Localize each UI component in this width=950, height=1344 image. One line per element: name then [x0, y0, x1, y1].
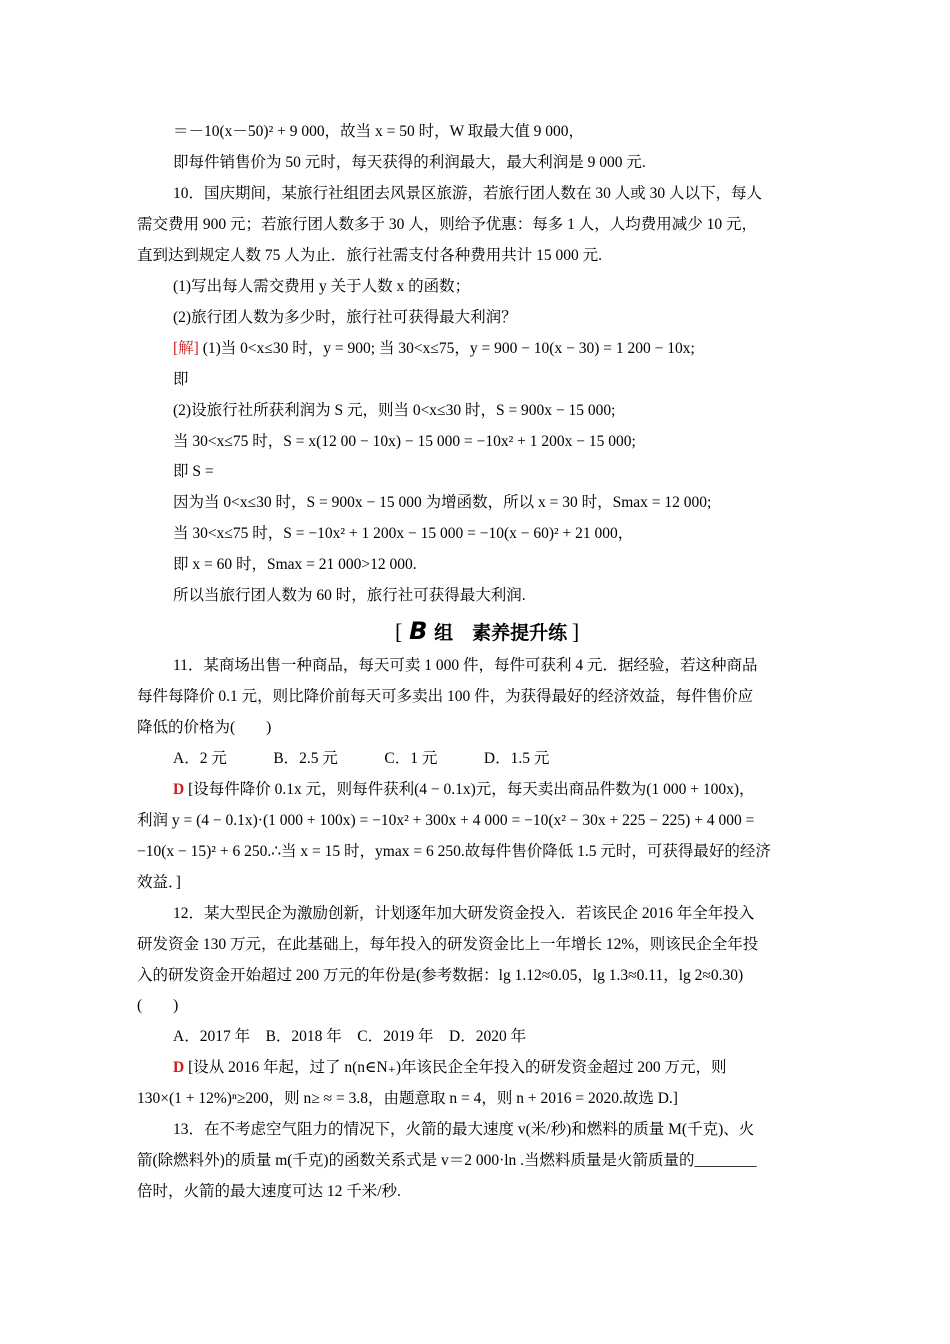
question-2: (2)旅行团人数为多少时，旅行社可获得最大利润？ [173, 309, 517, 326]
answer-line-12 [173, 1057, 817, 1079]
solution-line [173, 338, 817, 360]
text-line: 即 S = [173, 463, 214, 480]
text-line: 每件每降价 0.1 元，则比降价前每天可多卖出 100 件，为获得最好的经济效益，每件售价应 [137, 688, 754, 705]
text-line: 入的研发资金开始超过 200 万元的年份是(参考数据：lg 1.12≈0.05，lg 1.3≈0.11，lg 2≈0.30) [137, 967, 744, 984]
problem-12-text: 12．某大型民企为激励创新，计划逐年加大研发资金投入．若该民企 2016 年全年投入 [173, 905, 755, 922]
text-line: 即每件销售价为 50 元时，每天获得的利润最大，最大利润是 9 000 元. [173, 154, 646, 171]
text-line: ＝－10(x－50)² + 9 000，故当 x = 50 时，W 取最大值 9 000， [173, 123, 585, 140]
explanation-12: [设从 2016 年起，过了 n(n∈N₊)年该民企全年投入的研发资金超过 200 万元，则 [188, 1059, 727, 1076]
choices-11: A．2 元 B．2.5 元 C．1 元 D．1.5 元 [173, 750, 550, 767]
answer-12: D [173, 1059, 185, 1076]
text-line: 效益．] [137, 874, 181, 891]
text-line: 直到达到规定人数 75 人为止．旅行社需支付各种费用共计 15 000 元. [137, 247, 603, 264]
text-line: (2)设旅行社所获利润为 S 元，则当 0<x≤30 时，S = 900x − 15 000; [173, 402, 616, 419]
text-line: 箭(除燃料外)的质量 m(千克)的函数关系式是 v＝2 000·ln .当燃料质量是火箭质量的________ [137, 1152, 757, 1169]
question-1: (1)写出每人需交费用 y 关于人数 x 的函数； [173, 278, 471, 295]
text-line: 当 30<x≤75 时，S = x(12 00 − 10x) − 15 000 = −10x² + 1 200x − 15 000; [173, 433, 636, 450]
text-line: 当 30<x≤75 时，S = −10x² + 1 200x − 15 000 = −10(x − 60)² + 21 000， [173, 525, 634, 542]
text-line: 研发资金 130 万元，在此基础上，每年投入的研发资金比上一年增长 12%，则该民企全年投 [137, 936, 759, 953]
text-line: ( ) [137, 997, 179, 1014]
text-line: 所以当旅行团人数为 60 时，旅行社可获得最大利润. [173, 587, 526, 604]
text-line: 因为当 0<x≤30 时，S = 900x − 15 000 为增函数，所以 x = 30 时，Smax = 12 000; [173, 494, 712, 511]
answer-line-11 [173, 779, 817, 801]
banner-title: 组 素养提升练 [434, 623, 568, 644]
text-line: 倍时，火箭的最大速度可达 12 千米/秒. [137, 1183, 401, 1200]
section-banner [395, 616, 595, 646]
explanation-11: [设每件降价 0.1x 元，则每件获利(4 − 0.1x)元，每天卖出商品件数为(1 000 + 100x)， [188, 781, 755, 798]
problem-13-text: 13．在不考虑空气阻力的情况下，火箭的最大速度 v(米/秒)和燃料的质量 M(千克)、火 [173, 1121, 755, 1138]
text-line: 降低的价格为( ) [137, 719, 272, 736]
text-line: −10(x − 15)² + 6 250.∴当 x = 15 时，ymax = 6 250.故每件售价降低 1.5 元时，可获得最好的经济 [137, 843, 771, 860]
problem-10-text: 10．国庆期间，某旅行社组团去风景区旅游，若旅行团人数在 30 人或 30 人以下，每人 [173, 185, 763, 202]
text-line: 130×(1 + 12%)ⁿ≥200，则 n≥ ≈ = 3.8，由题意取 n = 4，则 n + 2016 = 2020.故选 D.] [137, 1090, 678, 1107]
text-line: 利润 y = (4 − 0.1x)·(1 000 + 100x) = −10x² + 300x + 4 000 = −10(x² − 30x + 225 − 225) + 4 000 = [137, 812, 755, 829]
text-line: 需交费用 900 元；若旅行团人数多于 30 人，则给予优惠：每多 1 人，人均费用减少 10 元， [137, 216, 758, 233]
banner-bracket-right: ] [571, 619, 580, 644]
answer-11: D [173, 781, 185, 798]
text-line: 即 x = 60 时，Smax = 21 000>12 000. [173, 556, 417, 573]
banner-group-letter: B [409, 617, 428, 645]
text-line: 即 [173, 371, 189, 388]
solution-label: [解] [173, 340, 199, 357]
solution-text: (1)当 0<x≤30 时，y = 900; 当 30<x≤75，y = 900 − 10(x − 30) = 1 200 − 10x; [202, 340, 695, 357]
banner-bracket-left: [ [395, 619, 403, 644]
choices-12: A．2017 年 B．2018 年 C．2019 年 D．2020 年 [173, 1028, 527, 1045]
problem-11-text: 11．某商场出售一种商品，每天可卖 1 000 件，每件可获利 4 元．据经验，若这种商品 [173, 657, 758, 674]
